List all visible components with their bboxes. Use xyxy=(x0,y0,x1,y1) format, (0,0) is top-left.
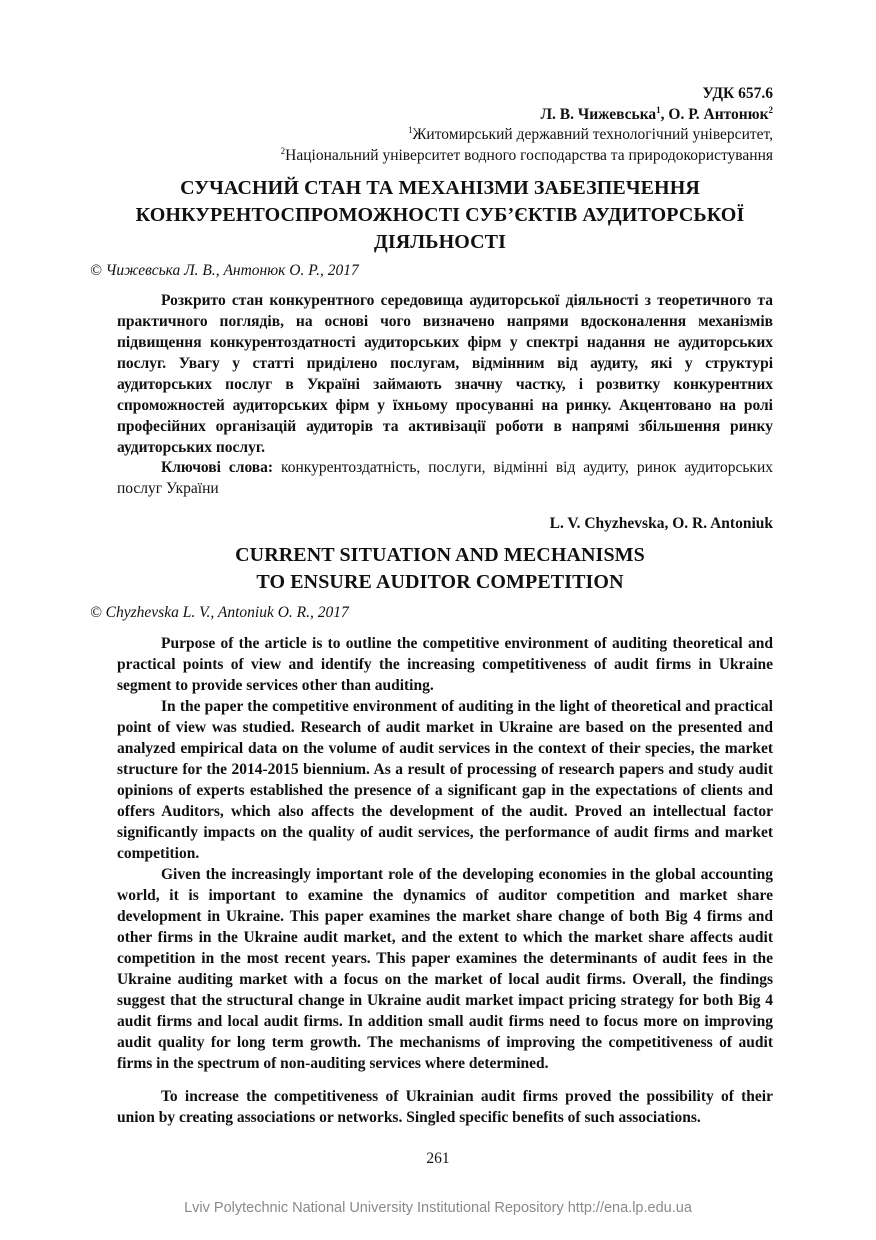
copyright-en: © Chyzhevska L. V., Antoniuk O. R., 2017 xyxy=(90,604,349,621)
copyright-ua: © Чижевська Л. В., Антонюк О. Р., 2017 xyxy=(90,262,359,279)
keywords-text: конкурентоздатність, послуги, відмінні від аудиту, ринок аудиторських послуг України xyxy=(117,459,773,497)
affiliation-mark: 2 xyxy=(280,146,286,156)
title-line: ДІЯЛЬНОСТІ xyxy=(373,231,507,253)
title-line: КОНКУРЕНТОСПРОМОЖНОСТІ СУБ’ЄКТІВ АУДИТОРСЬКОЇ xyxy=(135,204,745,226)
abstract-en-paragraph xyxy=(117,696,773,864)
title-line: CURRENT SITUATION AND MECHANISMS xyxy=(235,544,645,566)
affiliation xyxy=(408,124,773,145)
keywords-label: Ключові слова: xyxy=(161,459,274,476)
title-line: СУЧАСНИЙ СТАН ТА МЕХАНІЗМИ ЗАБЕЗПЕЧЕННЯ xyxy=(180,177,700,199)
abstract-en-paragraph xyxy=(117,1086,773,1128)
paragraph-text: Purpose of the article is to outline the competitive environment of auditing theoretical and practical points of view and identify the increasing competitiveness of audit firms in Ukraine segment to provide services other than auditing. xyxy=(117,635,773,694)
affiliation-text: Житомирський державний технологічний університет, xyxy=(412,126,773,143)
author-affiliation-mark: 1 xyxy=(656,105,661,115)
affiliation-mark: 1 xyxy=(408,125,413,135)
page-number: 261 xyxy=(426,1150,450,1167)
affiliation-text: Національний університет водного господарства та природокористування xyxy=(285,147,773,164)
author-name: О. Р. Антонюк xyxy=(668,106,769,123)
abstract-en-paragraph xyxy=(117,864,773,1074)
paragraph-text: Given the increasingly important role of the developing economies in the global accounting world, it is important to examine the dynamics of auditor competition and market share development in Ukraine. This paper examines the market share change of both Big 4 firms and other firms in the Ukraine audit market, and the extent to which the market share affects audit competition in the most recent years. This paper examines the determinants of audit fees in the Ukraine auditing market with a focus on the market of local audit firms. Overall, the findings suggest that the structural change in Ukraine audit market impact pricing strategy for both Big 4 audit firms and local audit firms. In addition small audit firms need to focus more on improving audit quality for long term growth. The mechanisms of improving the competitiveness of audit firms in the spectrum of non-auditing services where determined. xyxy=(117,866,773,1072)
author-affiliation-mark: 2 xyxy=(768,105,773,115)
abstract-en-paragraph xyxy=(117,633,773,696)
paragraph-text: In the paper the competitive environment of auditing in the light of theoretical and practical point of view was studied. Research of audit market in Ukraine are based on the presented and analyzed empirical data on the volume of audit services in the context of their species, the market structure for the 2014-2015 biennium. As a result of processing of research papers and study audit opinions of experts established the presence of a significant gap in the expectations of clients and offers Auditors, which also affects the development of the audit. Proved an intellectual factor significantly impacts on the quality of audit services, the performance of audit firms and market competition. xyxy=(117,698,773,862)
title-ua xyxy=(90,175,790,256)
udk-code: УДК 657.6 xyxy=(702,85,773,102)
title-line: TO ENSURE AUDITOR COMPETITION xyxy=(256,571,624,593)
paragraph-text: To increase the competitiveness of Ukrainian audit firms proved the possibility of their union by creating associations or networks. Singled specific benefits of such associations. xyxy=(117,1088,773,1126)
title-en xyxy=(90,542,790,596)
authors-en: L. V. Chyzhevska, O. R. Antoniuk xyxy=(549,515,773,532)
authors-ua: Л. В. Чижевська$^1$, О. Р. Антонюк$^2$ xyxy=(540,105,773,123)
abstract-ua-text: Розкрито стан конкурентного середовища аудиторської діяльності з теоретичного та практичного поглядів, на основі чого визначено напрями вдосконалення механізмів підвищення конкурентоздатності аудиторських фірм у спектрі надання не аудиторських послуг. Увагу у статті приділено послугам, відмінним від аудиту, які у структурі аудиторських послуг в Україні займають значну частку, і розвитку конкурентних спроможностей аудиторських фірм у їхньому просуванні на ринку. Акцентовано на ролі професійних організацій аудиторів та активізації роботи в напрямі збільшення ринку аудиторських послуг. xyxy=(117,292,773,456)
author-name: Л. В. Чижевська xyxy=(540,106,657,123)
keywords-ua xyxy=(117,457,773,499)
repository-footer: Lviv Polytechnic National University Institutional Repository http://ena.lp.edu.ua xyxy=(184,1200,692,1216)
abstract-ua xyxy=(117,290,773,458)
affiliation xyxy=(281,145,773,166)
